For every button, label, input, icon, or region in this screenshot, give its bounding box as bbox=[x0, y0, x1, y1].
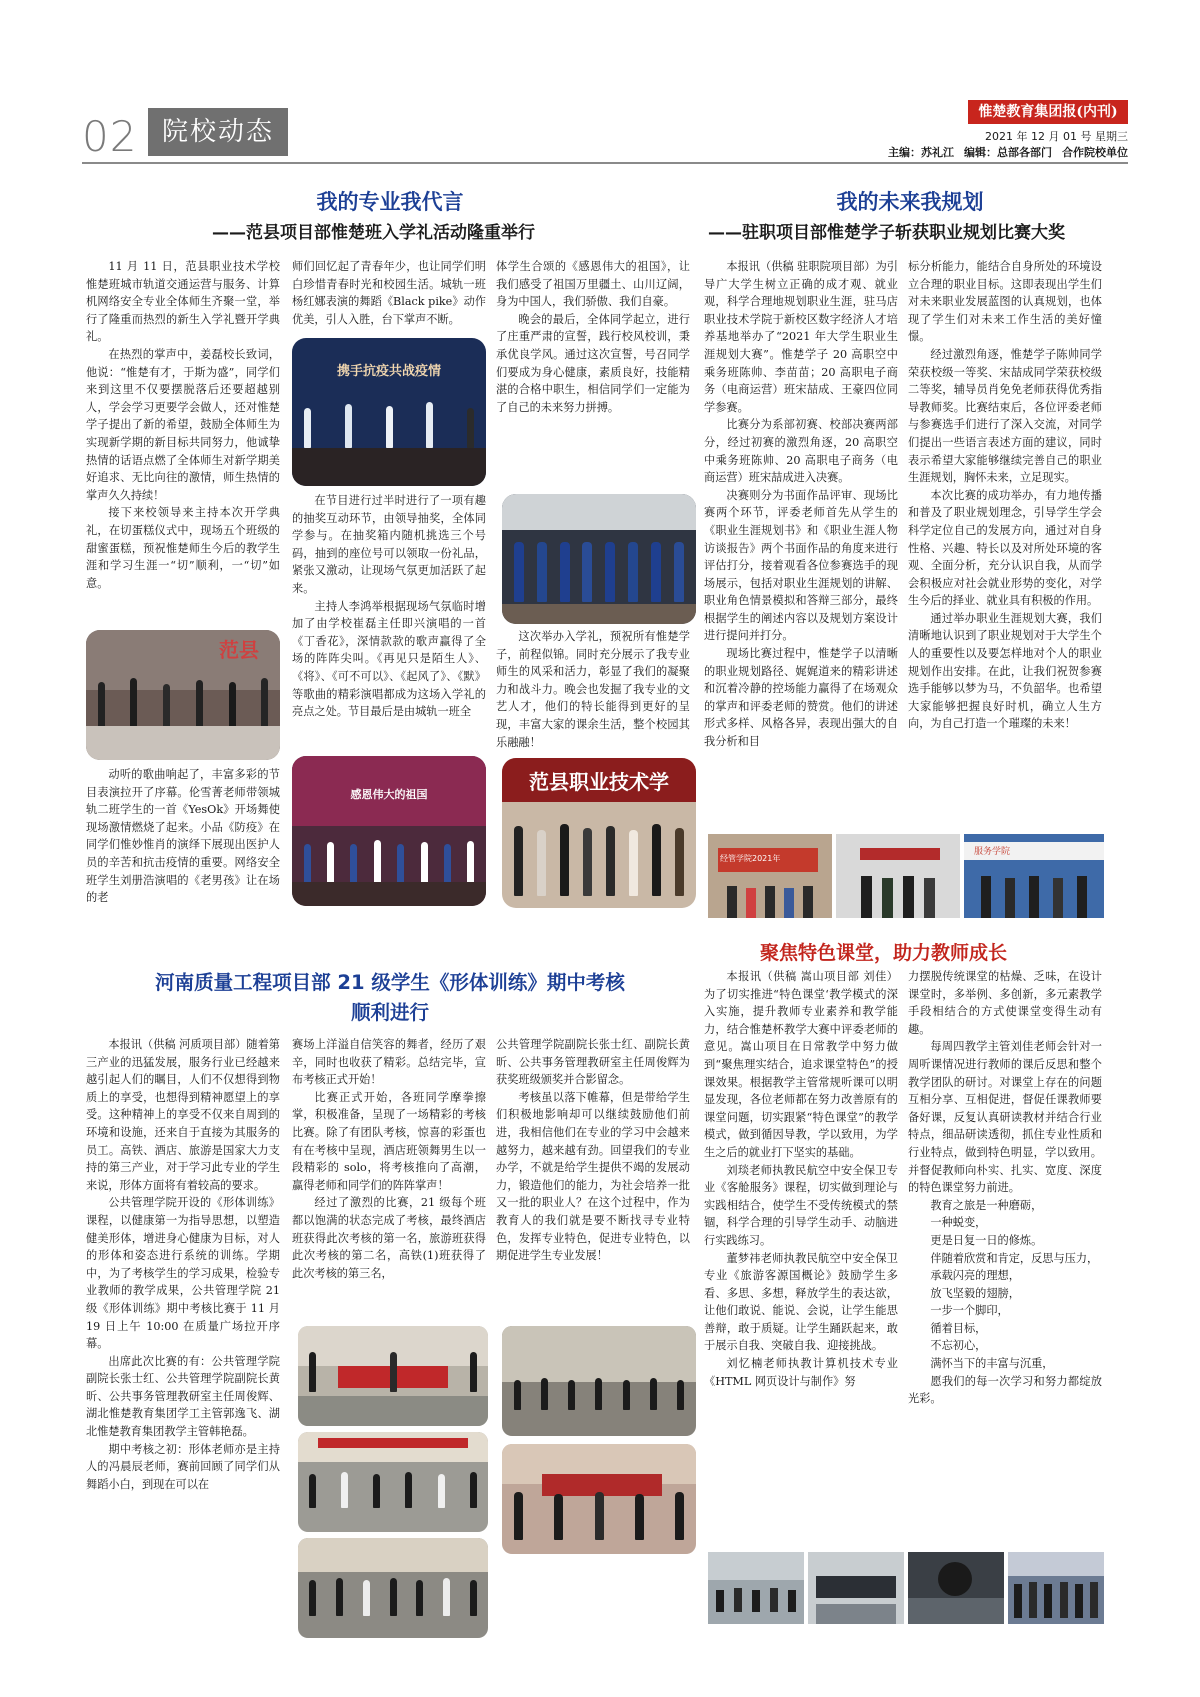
article3-title bbox=[110, 968, 670, 1028]
paragraph: 现场比赛过程中，惟楚学子以清晰的职业规划路径、娓娓道来的精彩讲述和沉着冷静的控场能力赢得了在场观众的掌声和评委老师的赞赏。他们的讲述形式多样、风格各异，表现出强大的自我分析和目 bbox=[704, 647, 898, 749]
paragraph: 比赛分为系部初赛、校部决赛两部分，经过初赛的激烈角逐，20 高职空中乘务班陈帅、20 高职电子商务（电商运营）班宋喆成进入决赛。 bbox=[704, 418, 898, 485]
poem-line: 愿我们的每一次学习和努力都绽放光彩。 bbox=[908, 1374, 1102, 1406]
award-photo-3 bbox=[964, 834, 1104, 918]
paragraph: 晚会的最后，全体同学起立，进行了庄重严肃的宣誓，践行校风校训，秉承优良学风。通过这次宣誓，号召同学们要成为身心健康，素质良好，技能精湛的合格中职生，相信同学们一定能为了自己的未来努力拼搏。 bbox=[496, 312, 690, 414]
header-divider bbox=[82, 162, 1128, 164]
classroom-photo-4 bbox=[1008, 1552, 1104, 1624]
paragraph: 期中考核之初：形体老师亦是主持人的冯晨辰老师，赛前回顾了同学们从舞蹈小白，到现在可以在 bbox=[86, 1442, 280, 1491]
paragraph: 这次举办入学礼，预祝所有惟楚学子，前程似锦。同时充分展示了我专业师生的风采和活力，彰显了我们的凝聚力和战斗力。晚会也发掘了我专业的文艺人才，他们的特长能得到更好的呈现，丰富大家的课余生活，整个校园其乐融融！ bbox=[496, 630, 690, 749]
paragraph: 每周四教学主管刘佳老师会针对一周听课情况进行教师的课后反思和整个教学团队的研讨。对课堂上存在的问题互相分享、互相促进，督促任课教师要备好课，反复认真研读教材并结合行业特点，细品研读透彻，抓住专业性质和行业特点，做到特色明显，学以致用。并督促教师向朴实、扎实、宽度、深度的特色课堂努力前进。 bbox=[908, 1040, 1102, 1195]
assembly-hall-photo bbox=[502, 494, 696, 624]
paragraph: 主持人李鸿举根据现场气氛临时增加了由学校崔磊主任即兴演唱的一首《丁香花》，深情款款的歌声赢得了全场的阵阵尖叫。《再见只是陌生人》、《将》、《可不可以》、《起风了》、《默》等歌曲的精彩演唱都成为这场入学礼的亮点之处。节目最后是由城轨一班全 bbox=[292, 599, 486, 719]
paragraph: 师们回忆起了青春年少，也让同学们明白珍惜青春时光和校园生活。城轨一班杨红娜表演的舞蹈《Black pike》动作优美，引人入胜，台下掌声不断。 bbox=[292, 260, 486, 326]
poem-line: 循着目标， bbox=[930, 1321, 987, 1335]
poem-line: 承载闪亮的理想， bbox=[930, 1269, 1020, 1283]
poem-line: 教育之旅是一种磨砺， bbox=[930, 1198, 1043, 1212]
article3-column-1 bbox=[86, 1036, 280, 1628]
poem-line: 不忘初心， bbox=[930, 1339, 987, 1353]
article3-title-line2: 顺利进行 bbox=[350, 1001, 429, 1024]
classroom-photo-2 bbox=[808, 1552, 904, 1624]
paragraph: 在热烈的掌声中，姜磊校长致词，他说：“惟楚有才，于斯为盛”，同学们来到这里不仅要摆脱落后还要超越别人，学会学习更要学会做人，还对惟楚学子提出了新的希望，鼓励全体师生为实现新学期的新目标共同努力，他诚挚热情的话语点燃了全体师生对新学期美好追求、无比向往的激情，师生热情的掌声久久持续！ bbox=[86, 347, 280, 502]
poem-line: 更是日复一日的修炼。 bbox=[930, 1233, 1043, 1247]
cake-cutting-photo bbox=[86, 630, 280, 760]
poem-line: 一种蜕变， bbox=[930, 1216, 987, 1230]
group-photo-banner bbox=[502, 758, 696, 908]
section-label: 院校动态 bbox=[148, 108, 288, 156]
article2-column-2 bbox=[908, 258, 1102, 830]
dance-exam-photo-1 bbox=[298, 1432, 488, 1532]
stage-banner-photo bbox=[292, 338, 486, 486]
photo-caption: 范县职业技术学 bbox=[529, 770, 669, 794]
article3-title-line1: 河南质量工程项目部 21 级学生《形体训练》期中考核 bbox=[155, 971, 625, 994]
article4-column-1 bbox=[704, 968, 898, 1548]
classroom-photo-3 bbox=[908, 1552, 1004, 1624]
classroom-photo-1 bbox=[708, 1552, 804, 1624]
poem-line: 满怀当下的丰富与沉重， bbox=[930, 1357, 1054, 1371]
paragraph: 决赛则分为书面作品评审、现场比赛两个环节，评委老师首先从学生的《职业生涯规划书》和《职业生涯人物访谈报告》两个书面作品的角度来进行评估打分，接着观看各位参赛选手的现场展示，包括对职业生涯规划的讲解、职业角色情景模拟和答辩三部分，最终根据学生的阐述内容以及规划方案设计进行提问并打分。 bbox=[704, 488, 898, 643]
paragraph: 比赛正式开始，各班同学摩拳擦掌，积极准备，呈现了一场精彩的考核比赛。除了有团队考核，惊喜的彩蛋也有在考核中呈现，酒店班领舞男生以一段精彩的 solo，将考核推向了高潮，赢得老师和同学们的阵阵掌声！ bbox=[292, 1090, 486, 1192]
article1-column-1 bbox=[86, 258, 280, 626]
paragraph: 考核虽以落下帷幕，但是带给学生们积极地影响却可以继续鼓励他们前进，我相信他们在专业的学习中会越来越努力，越来越有劲。回望我们的专业办学，不就是给学生提供不竭的发展动力，锻造他们的能力，为社会培养一批又一批的职业人？在这个过程中，作为教育人的我们就是要不断找寻专业特色，发挥专业特色，促进专业特色，以期促进学生专业发展！ bbox=[496, 1090, 690, 1263]
article1-column-3 bbox=[496, 258, 690, 498]
article3-column-2 bbox=[292, 1036, 486, 1322]
editor-in-chief: 主编：苏礼江 bbox=[888, 146, 954, 159]
photo-caption: 感恩伟大的祖国 bbox=[350, 788, 428, 801]
paragraph: 本报讯（供稿 嵩山项目部 刘佳）为了切实推进“特色课堂‘教学模式的深入实施，提升教师专业素养和教学能力，结合惟楚杯教学大赛中评委老师的意见。嵩山项目在日常教学中努力做到“聚焦理实结合，追求课堂特色”的授课效果。根据教学主管常规听课可以明显发现，各位老师都在努力改善原有的课堂问题，切实跟紧“特色课堂”的教学模式，做到循因导教，学以致用，为学生之后的就业打下坚实的基础。 bbox=[704, 970, 898, 1159]
paragraph: 动听的歌曲响起了，丰富多彩的节目表演拉开了序幕。伦雪菁老师带领城轨二班学生的一首《YesOk》开场舞使现场激情燃烧了起来。小品《防疫》在同学们惟妙惟肖的演绎下展现出医护人员的辛苦和抗击疫情的重要。网络安全班学生刘册浩演唱的《老男孩》让在场的老 bbox=[86, 768, 280, 905]
photo-caption: 经管学院2021年 bbox=[720, 854, 781, 863]
article1-column-2-lower bbox=[292, 492, 486, 750]
paragraph: 11 月 11 日，范县职业技术学校惟楚班城市轨道交通运营与服务、计算机网络安全专业全体师生齐聚一堂，举行了隆重而热烈的新生入学礼暨开学典礼。 bbox=[86, 260, 280, 344]
paragraph: 赛场上洋溢自信笑容的舞者，经历了艰辛，同时也收获了精彩。总结完毕，宣布考核正式开始！ bbox=[292, 1038, 486, 1087]
paragraph: 体学生合颂的《感恩伟大的祖国》，让我们感受了祖国万里疆土、山川辽阔，身为中国人，我们骄傲、我们自豪。 bbox=[496, 260, 690, 309]
award-photo-1 bbox=[708, 834, 832, 918]
award-photo-2 bbox=[836, 834, 960, 918]
paragraph: 力摆脱传统课堂的枯燥、乏味，在设计课堂时，多举例、多创新，多元素教学手段相结合的方式使课堂变得生动有趣。 bbox=[908, 970, 1102, 1036]
paragraph: 通过举办职业生涯规划大赛，我们清晰地认识到了职业规划对于大学生个人的重要性以及要怎样地对个人的职业规划作出安排。在此，让我们祝贺参赛选手能够以梦为马，不负韶华。也希望大家能够把握良好时机，确立人生方向，为自己打造一个璀璨的未来！ bbox=[908, 611, 1102, 731]
article2-column-1 bbox=[704, 258, 898, 830]
paragraph: 刘忆楠老师执教计算机技术专业《HTML 网页设计与制作》努 bbox=[704, 1357, 898, 1388]
paragraph: 经过激烈角逐，惟楚学子陈帅同学荣获校级一等奖、宋喆成同学荣获校级二等奖，辅导员肖免免老师获得优秀指导教师奖。比赛结束后，各位评委老师与参赛选手们进行了深入交流，对同学们提出一些语言表述方面的建议，同时表示希望大家能够继续完善自己的职业生涯规划，胸怀未来，立足现实。 bbox=[908, 347, 1102, 485]
article1-column-1-lower bbox=[86, 766, 280, 914]
paragraph: 公共管理学院副院长张士红、副院长黄昕、公共事务管理教研室主任周俊辉为获奖班级颁奖并合影留念。 bbox=[496, 1038, 690, 1087]
paragraph: 接下来校领导来主持本次开学典礼，在切蛋糕仪式中，现场五个班级的甜蜜蛋糕，预祝惟楚师生今后的教学生涯和学习生涯一“切”顺利，一“切”如意。 bbox=[86, 506, 280, 590]
paragraph: 标分析能力，能结合自身所处的环境设立合理的职业目标。这即表现出学生们对未来职业发展蓝图的认真规划，也体现了学生们对未来工作生活的美好憧憬。 bbox=[908, 260, 1102, 344]
article1-column-2 bbox=[292, 258, 486, 332]
paragraph: 本报讯（供稿 河质项目部）随着第三产业的迅猛发展，服务行业已经越来越引起人们的瞩目，人们不仅想得到物质上的享受，也想得到精神愿望上的享受。这种精神上的享受不仅来自周到的环境和设施，还来自于直接为其服务的员工。高铁、酒店、旅游是国家大力支持的第三产业，对于学习此专业的学生来说，形体方面将有着较高的要求。 bbox=[86, 1038, 280, 1192]
performance-photo-1 bbox=[502, 1326, 696, 1436]
paragraph: 在节目进行过半时进行了一项有趣的抽奖互动环节，由领导抽奖，全体同学参与。在抽奖箱内随机挑选三个号码，抽到的座位号可以领取一份礼品，紧张又激动，让现场气氛更加活跃了起来。 bbox=[292, 494, 486, 595]
editors: 编辑：总部各部门 bbox=[964, 146, 1052, 159]
article1-subtitle: ——范县项目部惟楚班入学礼活动隆重举行 bbox=[212, 223, 535, 243]
paragraph: 董梦祎老师执教民航空中安全保卫专业《旅游客源国概论》鼓励学生多看、多思、多想，释放学生的表达欲，让他们敢说、能说、会说，让学生能思善辩，敢于质疑。让学生踊跃起来，敢于展示自我、突破自我、迎接挑战。 bbox=[704, 1251, 898, 1353]
paragraph: 刘琰老师执教民航空中安全保卫专业《客舱服务》课程，切实做到理论与实践相结合，使学生不受传统模式的禁锢，科学合理的引导学生动手、动脑进行实践练习。 bbox=[704, 1163, 898, 1247]
article2-title: 我的未来我规划 bbox=[836, 190, 984, 214]
award-ceremony-photo bbox=[502, 1444, 696, 1554]
photo-caption: 范县 bbox=[219, 638, 259, 662]
poem-line: 放飞坚毅的翅膀， bbox=[930, 1286, 1020, 1300]
staff-line bbox=[878, 144, 1128, 160]
article4-column-2 bbox=[908, 968, 1102, 1548]
article2-subtitle: ——驻职项目部惟楚学子斩获职业规划比赛大奖 bbox=[708, 223, 1065, 243]
judges-table-photo bbox=[298, 1326, 488, 1426]
page-number: 02 bbox=[82, 112, 138, 161]
chorus-performance-photo bbox=[292, 756, 486, 906]
article4-title: 聚焦特色课堂，助力教师成长 bbox=[760, 942, 1008, 964]
photo-caption: 服务学院 bbox=[974, 847, 1011, 857]
article1-column-3-lower bbox=[496, 628, 690, 754]
poem-line: 伴随着欣赏和肯定，反思与压力， bbox=[930, 1251, 1099, 1265]
paragraph: 公共管理学院开设的《形体训练》课程，以健康第一为指导思想，以塑造健美形体，增进身心健康为目标，对人的形体和姿态进行系统的训练。学期中，为了考核学生的学习成果，检验专业教师的教学成果，公共管理学院 21 级《形体训练》期中考核比赛于 11 月 19 日上午 10:00 在质量广场拉开序幕。 bbox=[86, 1196, 280, 1351]
paragraph: 经过了激烈的比赛，21 级每个班都以饱满的状态完成了考核，最终酒店班获得此次考核的第一名，旅游班获得此次考核的第二名，高铁(1)班获得了此次考核的第三名， bbox=[292, 1196, 486, 1280]
dance-exam-photo-2 bbox=[298, 1538, 488, 1638]
paragraph: 出席此次比赛的有：公共管理学院副院长张士红、公共管理学院副院长黄昕、公共事务管理教研室主任周俊辉、湖北惟楚教育集团学工主管郭逸飞、湖北惟楚教育集团教学主管韩艳磊。 bbox=[86, 1354, 280, 1439]
article1-title: 我的专业我代言 bbox=[316, 190, 464, 214]
photo-caption: 携手抗疫共战疫情 bbox=[336, 364, 441, 379]
poem-line: 一步一个脚印， bbox=[930, 1304, 1009, 1318]
article3-column-3 bbox=[496, 1036, 690, 1316]
partner-units: 合作院校单位 bbox=[1062, 146, 1128, 159]
issue-date: 2021 年 12 月 01 号 星期三 bbox=[985, 130, 1128, 143]
paragraph: 本报讯（供稿 驻职院项目部）为引导广大学生树立正确的成才观、就业观，科学合理地规划职业生涯，驻马店职业技术学院于新校区数字经济人才培养基地举办了“2021 年大学生职业生涯规划大赛”。惟楚学子 20 高职空中乘务班陈帅、李苗苗；20 高职电子商务（电商运营）班宋喆成、王豪四位同学参赛。 bbox=[704, 260, 898, 414]
newspaper-logo: 惟楚教育集团报(内刊) bbox=[968, 100, 1128, 124]
paragraph: 本次比赛的成功举办，有力地传播和普及了职业规划理念，引导学生学会科学定位自己的发展方向，通过对自身性格、兴趣、特长以及对所处环境的客观、全面分析，充分认识自我，从而学会积极应对社会就业形势的变化，对学生今后的择业、就业具有积极的作用。 bbox=[908, 488, 1102, 608]
